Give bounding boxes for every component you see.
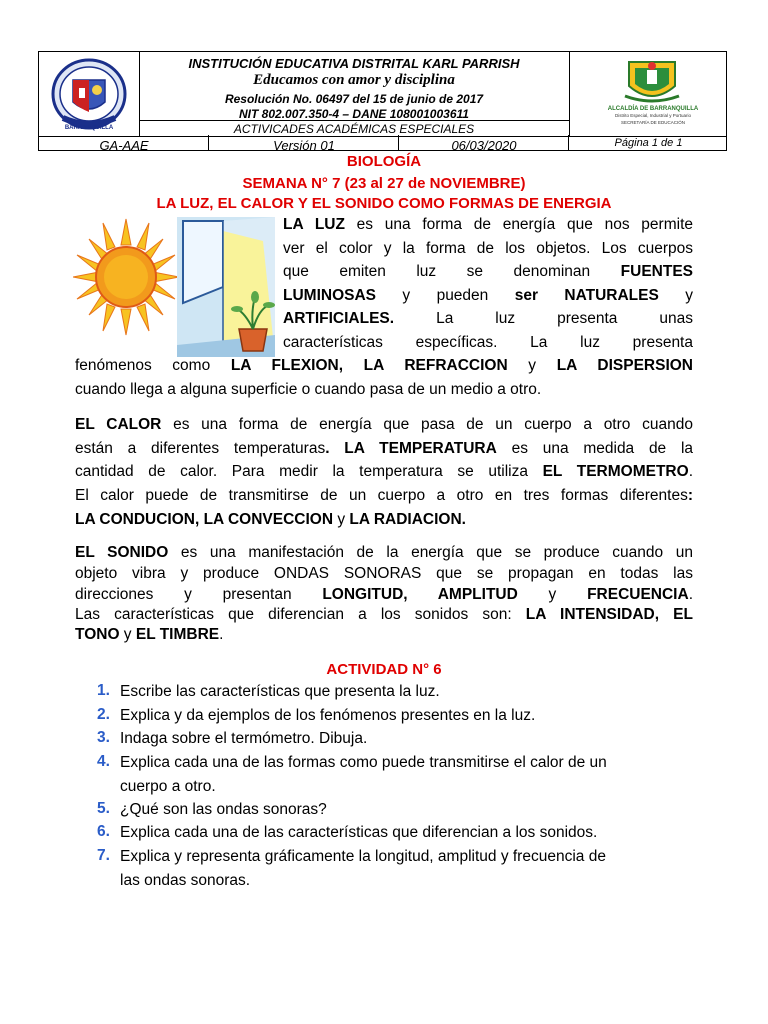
activity-title: ACTIVIDAD N° 6 <box>326 661 442 678</box>
alcaldia-logo <box>619 56 685 108</box>
header-divider <box>398 135 399 151</box>
document-header <box>38 51 727 151</box>
luz-line: LA LUZ es una forma de energía que nos permite <box>283 216 693 233</box>
page-number: Página 1 de 1 <box>614 137 683 149</box>
sonido-line: Las características que diferencian a los sonidos son: LA INTENSIDAD, EL <box>75 606 693 623</box>
list-number: 3. <box>97 729 110 746</box>
sonido-line: objeto vibra y produce ONDAS SONORAS que se propagan en todas las <box>75 565 693 582</box>
luz-line: cuando llega a alguna superficie o cuando pasa de un medio a otro. <box>75 381 542 398</box>
list-item: Explica y representa gráficamente la longitud, amplitud y frecuencia de <box>120 848 606 865</box>
institution-name: INSTITUCIÓN EDUCATIVA DISTRITAL KARL PARRISH <box>188 56 520 71</box>
resolution-line: Resolución No. 06497 del 15 de junio de 2017 <box>224 92 484 106</box>
header-divider <box>569 52 570 136</box>
sonido-line: TONO y EL TIMBRE. <box>75 626 224 643</box>
sun-and-window-illustration <box>73 217 275 357</box>
document-date: 06/03/2020 <box>451 138 517 153</box>
luz-line: características específicas. La luz presenta <box>283 334 693 351</box>
calor-line: cantidad de calor. Para medir la temperatura se utiliza EL TERMOMETRO. <box>75 463 693 480</box>
list-number: 4. <box>97 753 110 770</box>
list-item: ¿Qué son las ondas sonoras? <box>120 801 327 818</box>
list-item: Indaga sobre el termómetro. Dibuja. <box>120 730 368 747</box>
activities-heading: ACTIVICADES ACADÉMICAS ESPECIALES <box>233 122 475 136</box>
luz-line: ARTIFICIALES. La luz presenta unas <box>283 310 693 327</box>
alcaldia-logo-subtext: Distrito Especial, Industrial y Portuario <box>614 113 692 118</box>
calor-line: EL CALOR es una forma de energía que pasa de un cuerpo a otro cuando <box>75 416 693 433</box>
document-version: Versión 01 <box>273 138 335 153</box>
list-item: Explica cada una de las formas como puede transmitirse el calor de un <box>120 754 607 771</box>
subject-title: BIOLOGÍA <box>346 153 422 170</box>
calor-line: LA CONDUCION, LA CONVECCION y LA RADIACION. <box>75 511 466 528</box>
sonido-line: EL SONIDO es una manifestación de la energía que se produce cuando un <box>75 544 693 561</box>
list-item: Explica cada una de las características que diferencian a los sonidos. <box>120 824 598 841</box>
luz-line: que emiten luz se denominan FUENTES <box>283 263 693 280</box>
school-crest-caption: BARRANQUILLA <box>64 125 114 131</box>
list-number: 5. <box>97 800 110 817</box>
alcaldia-logo-text: ALCALDÍA DE BARRANQUILLA <box>607 106 699 112</box>
header-divider <box>208 135 209 151</box>
school-crest-logo <box>49 58 129 132</box>
nit-line: NIT 802.007.350-4 – DANE 108001003611 <box>239 107 469 121</box>
luz-line: ver el color y la forma de los objetos. Los cuerpos <box>283 240 693 257</box>
list-item: Explica y da ejemplos de los fenómenos presentes en la luz. <box>120 707 536 724</box>
week-title: SEMANA N° 7 (23 al 27 de NOVIEMBRE) <box>242 175 526 192</box>
list-number: 1. <box>97 682 110 699</box>
list-item: Escribe las características que presenta la luz. <box>120 683 440 700</box>
list-item-continuation: cuerpo a otro. <box>120 778 216 795</box>
document-code: GA-AAE <box>99 138 149 153</box>
topic-title: LA LUZ, EL CALOR Y EL SONIDO COMO FORMAS DE ENERGIA <box>156 195 612 212</box>
list-item-continuation: las ondas sonoras. <box>120 872 251 889</box>
luz-line: fenómenos como LA FLEXION, LA REFRACCION y LA DISPERSION <box>75 357 693 374</box>
sonido-line: direcciones y presentan LONGITUD, AMPLITUD y FRECUENCIA. <box>75 586 693 603</box>
alcaldia-logo-subtext: SECRETARÍA DE EDUCACIÓN <box>621 120 685 125</box>
list-number: 6. <box>97 823 110 840</box>
institution-motto: Educamos con amor y disciplina <box>253 72 455 88</box>
calor-line: El calor puede de transmitirse de un cuerpo a otro en tres formas diferentes: <box>75 487 693 504</box>
list-number: 7. <box>97 847 110 864</box>
header-divider <box>568 135 569 151</box>
calor-line: están a diferentes temperaturas. LA TEMPERATURA es una medida de la <box>75 440 694 457</box>
list-number: 2. <box>97 706 110 723</box>
luz-line: LUMINOSAS y pueden ser NATURALES y <box>283 287 693 304</box>
